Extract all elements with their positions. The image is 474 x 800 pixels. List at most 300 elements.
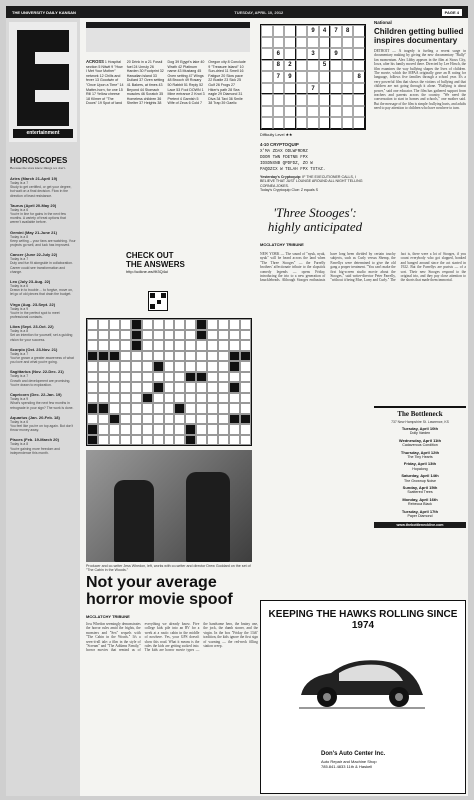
crossword-cell[interactable] bbox=[120, 361, 131, 372]
crossword-banner bbox=[86, 22, 250, 52]
sudoku-cell[interactable] bbox=[284, 117, 296, 129]
crossword-cell[interactable] bbox=[229, 372, 240, 383]
sudoku-cell[interactable] bbox=[261, 48, 273, 60]
crossword-cell[interactable] bbox=[98, 340, 109, 351]
crossword-cell[interactable] bbox=[164, 351, 175, 362]
crossword-cell[interactable] bbox=[109, 424, 120, 435]
sudoku-cell[interactable] bbox=[319, 106, 331, 118]
crossword-cell[interactable] bbox=[174, 351, 185, 362]
crossword-cell[interactable] bbox=[207, 361, 218, 372]
crossword-cell[interactable] bbox=[98, 330, 109, 341]
crossword-cell[interactable] bbox=[164, 435, 175, 446]
crossword-cell[interactable] bbox=[185, 403, 196, 414]
crossword-cell[interactable] bbox=[109, 330, 120, 341]
sudoku-cell[interactable] bbox=[353, 83, 365, 95]
crossword-cell[interactable] bbox=[98, 319, 109, 330]
crossword-cell[interactable] bbox=[87, 393, 98, 404]
crossword-cell[interactable] bbox=[131, 393, 142, 404]
car-icon bbox=[291, 651, 431, 715]
sudoku-cell[interactable]: 7 bbox=[273, 71, 285, 83]
crossword-cell[interactable] bbox=[174, 361, 185, 372]
sign-name: Libra (Sept. 23-Oct. 22) bbox=[10, 324, 54, 330]
crossword-cell[interactable] bbox=[196, 424, 207, 435]
event-act: The Tiny Hearts bbox=[407, 455, 433, 460]
crossword-cell[interactable] bbox=[207, 403, 218, 414]
crossword-cell[interactable] bbox=[87, 319, 98, 330]
crossword-cell[interactable] bbox=[120, 435, 131, 446]
sudoku-cell[interactable] bbox=[307, 106, 319, 118]
crossword-cell[interactable] bbox=[185, 340, 196, 351]
crossword-cell[interactable] bbox=[196, 330, 207, 341]
crossword-cell[interactable] bbox=[164, 424, 175, 435]
crossword-cell[interactable] bbox=[218, 330, 229, 341]
crossword-cell[interactable] bbox=[196, 414, 207, 425]
sudoku-cell[interactable] bbox=[307, 71, 319, 83]
crossword-cell[interactable] bbox=[131, 435, 142, 446]
crossword-cell[interactable] bbox=[196, 351, 207, 362]
crossword-cell[interactable] bbox=[229, 393, 240, 404]
crossword-cell[interactable] bbox=[240, 361, 251, 372]
crossword-cell[interactable] bbox=[131, 424, 142, 435]
sudoku-cell[interactable] bbox=[284, 37, 296, 49]
crossword-cell[interactable] bbox=[120, 393, 131, 404]
sudoku-cell[interactable]: 7 bbox=[330, 25, 342, 37]
crossword-cell[interactable] bbox=[218, 319, 229, 330]
event-act: Scattered Trees bbox=[407, 490, 433, 495]
crossword-cell[interactable] bbox=[174, 403, 185, 414]
crossword-cell[interactable] bbox=[240, 340, 251, 351]
sudoku-cell[interactable] bbox=[353, 25, 365, 37]
crossword-cell[interactable] bbox=[207, 330, 218, 341]
horoscopes-title: HOROSCOPES bbox=[10, 156, 68, 165]
crossword-cell[interactable] bbox=[142, 351, 153, 362]
sudoku-cell[interactable]: 3 bbox=[307, 48, 319, 60]
sudoku-cell[interactable] bbox=[284, 25, 296, 37]
crossword-cell[interactable] bbox=[218, 340, 229, 351]
sign-rating: Today is a 7 bbox=[10, 257, 29, 262]
crossword-cell[interactable] bbox=[87, 414, 98, 425]
horoscope-list bbox=[10, 176, 76, 460]
crossword-cell[interactable] bbox=[142, 435, 153, 446]
crossword-cell[interactable] bbox=[87, 403, 98, 414]
crossword-cell[interactable] bbox=[207, 435, 218, 446]
sudoku-cell[interactable] bbox=[261, 106, 273, 118]
crossword-cell[interactable] bbox=[131, 382, 142, 393]
crossword-cell[interactable] bbox=[229, 340, 240, 351]
sign-name: Taurus (April 20-May 20) bbox=[10, 202, 57, 208]
crossword-cell[interactable] bbox=[153, 424, 164, 435]
crossword-cell[interactable] bbox=[142, 372, 153, 383]
crossword-cell[interactable] bbox=[153, 351, 164, 362]
crossword-cell[interactable] bbox=[196, 393, 207, 404]
crossword-grid[interactable] bbox=[86, 318, 252, 446]
event-item bbox=[374, 510, 466, 519]
sudoku-cell[interactable] bbox=[330, 117, 342, 129]
crossword-cell[interactable] bbox=[174, 414, 185, 425]
sudoku-cell[interactable] bbox=[261, 83, 273, 95]
cryptoquip-line: IDSDNXNB QPDFDZ, ZO W bbox=[260, 162, 313, 166]
crossword-cell[interactable] bbox=[87, 330, 98, 341]
page-header bbox=[6, 6, 468, 18]
crossword-cell[interactable] bbox=[229, 435, 240, 446]
crossword-cell[interactable] bbox=[131, 340, 142, 351]
crossword-cell[interactable] bbox=[207, 372, 218, 383]
crossword-cell[interactable] bbox=[87, 361, 98, 372]
crossword-cell[interactable] bbox=[240, 403, 251, 414]
promo-url[interactable]: http://udkne.ws/9t3Q4ui bbox=[126, 269, 169, 274]
crossword-cell[interactable] bbox=[87, 435, 98, 446]
crossword-cell[interactable] bbox=[98, 361, 109, 372]
sign-rating: Today is a 7 bbox=[10, 351, 29, 356]
crossword-cell[interactable] bbox=[109, 403, 120, 414]
crossword-cell[interactable] bbox=[240, 393, 251, 404]
crossword-cell[interactable] bbox=[196, 435, 207, 446]
crossword-cell[interactable] bbox=[174, 319, 185, 330]
crossword-cell[interactable] bbox=[229, 319, 240, 330]
sudoku-cell[interactable] bbox=[261, 117, 273, 129]
sudoku-cell[interactable] bbox=[342, 83, 354, 95]
sudoku-cell[interactable] bbox=[353, 117, 365, 129]
crossword-cell[interactable] bbox=[98, 414, 109, 425]
crossword-cell[interactable] bbox=[207, 340, 218, 351]
sign-text: You're gaining more freedom and independence this month. bbox=[10, 446, 60, 455]
crossword-cell[interactable] bbox=[109, 435, 120, 446]
crossword-cell[interactable] bbox=[218, 372, 229, 383]
crossword-cell[interactable] bbox=[109, 393, 120, 404]
crossword-cell[interactable] bbox=[218, 382, 229, 393]
bottleneck-title: The Bottleneck bbox=[397, 410, 443, 418]
crossword-cell[interactable] bbox=[120, 414, 131, 425]
crossword-cell[interactable] bbox=[164, 319, 175, 330]
sign-text: You've grown a greater awareness of what you love and what you're going. bbox=[10, 356, 74, 365]
crossword-cell[interactable] bbox=[174, 330, 185, 341]
crossword-cell[interactable] bbox=[153, 330, 164, 341]
event-act: Rebecca Black bbox=[408, 502, 432, 507]
crossword-cell[interactable] bbox=[164, 340, 175, 351]
crossword-cell[interactable] bbox=[240, 319, 251, 330]
event-item bbox=[374, 498, 466, 507]
crossword-cell[interactable] bbox=[153, 382, 164, 393]
crossword-cell[interactable] bbox=[120, 382, 131, 393]
crossword-cell[interactable] bbox=[240, 351, 251, 362]
sudoku-cell[interactable] bbox=[284, 94, 296, 106]
sign-rating: Today is a 7 bbox=[10, 181, 29, 185]
sudoku-cell[interactable] bbox=[261, 25, 273, 37]
crossword-cell[interactable] bbox=[185, 319, 196, 330]
crossword-cell[interactable] bbox=[229, 414, 240, 425]
crossword-cell[interactable] bbox=[174, 393, 185, 404]
crossword-cell[interactable] bbox=[153, 403, 164, 414]
qr-code-icon[interactable] bbox=[148, 291, 168, 311]
crossword-cell[interactable] bbox=[142, 361, 153, 372]
crossword-cell[interactable] bbox=[174, 424, 185, 435]
crossword-cell[interactable] bbox=[153, 372, 164, 383]
crossword-cell[interactable] bbox=[164, 372, 175, 383]
crossword-cell[interactable] bbox=[87, 340, 98, 351]
crossword-cell[interactable] bbox=[218, 435, 229, 446]
sudoku-cell[interactable]: 9 bbox=[330, 48, 342, 60]
sudoku-grid[interactable] bbox=[260, 24, 366, 130]
across-title: ACROSS bbox=[86, 59, 104, 64]
crossword-cell[interactable] bbox=[164, 403, 175, 414]
sudoku-cell[interactable] bbox=[296, 37, 308, 49]
sudoku-cell[interactable] bbox=[296, 117, 308, 129]
sudoku-cell[interactable] bbox=[330, 83, 342, 95]
bottleneck-url[interactable]: www.thebottlenecklive.com bbox=[374, 522, 466, 528]
sudoku-cell[interactable] bbox=[353, 94, 365, 106]
crossword-cell[interactable] bbox=[164, 382, 175, 393]
sudoku-cell[interactable] bbox=[342, 106, 354, 118]
crossword-cell[interactable] bbox=[142, 382, 153, 393]
sudoku-cell[interactable]: 4 bbox=[319, 25, 331, 37]
crossword-cell[interactable] bbox=[153, 319, 164, 330]
sudoku-cell[interactable] bbox=[284, 106, 296, 118]
crossword-cell[interactable] bbox=[109, 372, 120, 383]
crossword-cell[interactable] bbox=[174, 372, 185, 383]
crossword-cell[interactable] bbox=[164, 361, 175, 372]
crossword-cell[interactable] bbox=[120, 351, 131, 362]
crossword-cell[interactable] bbox=[164, 414, 175, 425]
crossword-cell[interactable] bbox=[185, 435, 196, 446]
crossword-cell[interactable] bbox=[185, 372, 196, 383]
crossword-cell[interactable] bbox=[109, 361, 120, 372]
crossword-cell[interactable] bbox=[142, 414, 153, 425]
crossword-cell[interactable] bbox=[87, 382, 98, 393]
crossword-cell[interactable] bbox=[98, 403, 109, 414]
sudoku-cell[interactable] bbox=[330, 37, 342, 49]
crossword-cell[interactable] bbox=[87, 424, 98, 435]
crossword-cell[interactable] bbox=[229, 330, 240, 341]
crossword-cell[interactable] bbox=[109, 414, 120, 425]
sudoku-cell[interactable] bbox=[261, 71, 273, 83]
horoscope-item bbox=[10, 279, 76, 297]
crossword-cell[interactable] bbox=[120, 330, 131, 341]
crossword-cell[interactable] bbox=[218, 361, 229, 372]
crossword-cell[interactable] bbox=[185, 424, 196, 435]
crossword-cell[interactable] bbox=[218, 393, 229, 404]
crossword-cell[interactable] bbox=[98, 351, 109, 362]
sudoku-cell[interactable]: 7 bbox=[307, 83, 319, 95]
crossword-cell[interactable] bbox=[218, 351, 229, 362]
crossword-cell[interactable] bbox=[174, 340, 185, 351]
sudoku-cell[interactable] bbox=[296, 71, 308, 83]
crossword-cell[interactable] bbox=[218, 414, 229, 425]
crossword-clues bbox=[86, 60, 246, 266]
crossword-cell[interactable] bbox=[98, 382, 109, 393]
crossword-cell[interactable] bbox=[207, 319, 218, 330]
crossword-cell[interactable] bbox=[131, 319, 142, 330]
crossword-cell[interactable] bbox=[240, 424, 251, 435]
sudoku-cell[interactable] bbox=[319, 83, 331, 95]
crossword-cell[interactable] bbox=[229, 351, 240, 362]
event-act: The Grownup Noise bbox=[404, 478, 436, 483]
crossword-cell[interactable] bbox=[185, 382, 196, 393]
crossword-cell[interactable] bbox=[120, 403, 131, 414]
crossword-cell[interactable] bbox=[142, 393, 153, 404]
sudoku-cell[interactable] bbox=[307, 94, 319, 106]
crossword-cell[interactable] bbox=[240, 382, 251, 393]
crossword-cell[interactable] bbox=[207, 351, 218, 362]
sudoku-cell[interactable]: 8 bbox=[342, 25, 354, 37]
sudoku-cell[interactable]: 9 bbox=[284, 71, 296, 83]
sudoku-cell[interactable] bbox=[261, 94, 273, 106]
sudoku-cell[interactable]: 8 bbox=[353, 71, 365, 83]
crossword-cell[interactable] bbox=[109, 319, 120, 330]
crossword-cell[interactable] bbox=[120, 340, 131, 351]
horoscopes-intro: Because the stars know things we don't. bbox=[10, 166, 66, 170]
crossword-cell[interactable] bbox=[185, 393, 196, 404]
sudoku-cell[interactable] bbox=[319, 94, 331, 106]
crossword-cell[interactable] bbox=[142, 330, 153, 341]
promo-line1: CHECK OUT bbox=[126, 251, 174, 260]
crossword-cell[interactable] bbox=[109, 340, 120, 351]
crossword-cell[interactable] bbox=[153, 340, 164, 351]
sudoku-cell[interactable] bbox=[273, 106, 285, 118]
crossword-cell[interactable] bbox=[131, 351, 142, 362]
crossword-cell[interactable] bbox=[196, 382, 207, 393]
crossword-cell[interactable] bbox=[240, 330, 251, 341]
sudoku-cell[interactable] bbox=[307, 37, 319, 49]
crossword-cell[interactable] bbox=[131, 361, 142, 372]
sudoku-cell[interactable] bbox=[342, 48, 354, 60]
crossword-cell[interactable] bbox=[153, 435, 164, 446]
crossword-cell[interactable] bbox=[131, 330, 142, 341]
ad-shop-contact: 785.841.4833 11th & Haskell bbox=[321, 764, 373, 769]
crossword-cell[interactable] bbox=[120, 372, 131, 383]
crossword-cell[interactable] bbox=[207, 382, 218, 393]
crossword-cell[interactable] bbox=[196, 372, 207, 383]
cryptoquip-answer: IF THE EXECUTIONER CALLS, I BELIEVE THAT JUST LOUNGE AROUND ALL NIGHT TELLING CORNEA JOKES. bbox=[260, 175, 363, 188]
crossword-cell[interactable] bbox=[153, 361, 164, 372]
sudoku-cell[interactable] bbox=[273, 83, 285, 95]
crossword-cell[interactable] bbox=[229, 382, 240, 393]
crossword-cell[interactable] bbox=[196, 340, 207, 351]
crossword-cell[interactable] bbox=[120, 319, 131, 330]
crossword-cell[interactable] bbox=[87, 372, 98, 383]
sudoku-cell[interactable] bbox=[330, 94, 342, 106]
crossword-cell[interactable] bbox=[196, 403, 207, 414]
sudoku-cell[interactable] bbox=[296, 25, 308, 37]
sign-name: Aquarius (Jan. 20-Feb. 18) bbox=[10, 414, 60, 420]
sudoku-cell[interactable] bbox=[353, 60, 365, 72]
sudoku-cell[interactable] bbox=[342, 60, 354, 72]
sudoku-cell[interactable] bbox=[319, 48, 331, 60]
crossword-cell[interactable] bbox=[142, 403, 153, 414]
sudoku-cell[interactable] bbox=[353, 106, 365, 118]
sudoku-cell[interactable]: 2 bbox=[284, 60, 296, 72]
sudoku-cell[interactable] bbox=[319, 117, 331, 129]
crossword-cell[interactable] bbox=[229, 361, 240, 372]
sudoku-cell[interactable] bbox=[342, 71, 354, 83]
crossword-cell[interactable] bbox=[240, 435, 251, 446]
sudoku-cell[interactable]: 8 bbox=[273, 60, 285, 72]
sudoku-cell[interactable] bbox=[353, 37, 365, 49]
sudoku-cell[interactable] bbox=[273, 37, 285, 49]
crossword-cell[interactable] bbox=[174, 382, 185, 393]
crossword-cell[interactable] bbox=[109, 382, 120, 393]
crossword-cell[interactable] bbox=[164, 330, 175, 341]
crossword-cell[interactable] bbox=[207, 414, 218, 425]
cryptoquip-title: CRYPTOQUIP bbox=[270, 142, 299, 147]
crossword-cell[interactable] bbox=[229, 424, 240, 435]
crossword-cell[interactable] bbox=[218, 424, 229, 435]
sudoku-cell[interactable] bbox=[330, 106, 342, 118]
crossword-cell[interactable] bbox=[185, 414, 196, 425]
sign-text: Set an intention for yourself, set a guiding vision for your success. bbox=[10, 333, 73, 342]
crossword-cell[interactable] bbox=[207, 393, 218, 404]
crossword-cell[interactable] bbox=[185, 330, 196, 341]
sudoku-cell[interactable]: 5 bbox=[319, 60, 331, 72]
sudoku-cell[interactable] bbox=[342, 94, 354, 106]
crossword-cell[interactable] bbox=[164, 393, 175, 404]
crossword-cell[interactable] bbox=[174, 435, 185, 446]
sudoku-cell[interactable] bbox=[273, 117, 285, 129]
crossword-cell[interactable] bbox=[229, 403, 240, 414]
sudoku-cell[interactable] bbox=[353, 48, 365, 60]
sudoku-cell[interactable] bbox=[319, 71, 331, 83]
sudoku-cell[interactable] bbox=[330, 60, 342, 72]
crossword-cell[interactable] bbox=[185, 351, 196, 362]
sudoku-cell[interactable] bbox=[261, 60, 273, 72]
crossword-cell[interactable] bbox=[87, 351, 98, 362]
sudoku-cell[interactable] bbox=[261, 37, 273, 49]
crossword-cell[interactable] bbox=[98, 435, 109, 446]
crossword-cell[interactable] bbox=[207, 424, 218, 435]
crossword-cell[interactable] bbox=[142, 424, 153, 435]
sudoku-cell[interactable] bbox=[284, 83, 296, 95]
sudoku-cell[interactable] bbox=[296, 94, 308, 106]
crossword-cell[interactable] bbox=[98, 424, 109, 435]
crossword-cell[interactable] bbox=[131, 372, 142, 383]
event-date: Tuesday, April 17th bbox=[401, 508, 439, 514]
crossword-cell[interactable] bbox=[240, 372, 251, 383]
sudoku-cell[interactable] bbox=[296, 83, 308, 95]
sudoku-cell[interactable] bbox=[273, 94, 285, 106]
sudoku-cell[interactable] bbox=[319, 37, 331, 49]
sudoku-cell[interactable] bbox=[296, 48, 308, 60]
section-label: entertainment bbox=[13, 129, 73, 138]
crossword-cell[interactable] bbox=[131, 414, 142, 425]
sudoku-cell[interactable] bbox=[296, 106, 308, 118]
crossword-cell[interactable] bbox=[196, 361, 207, 372]
crossword-cell[interactable] bbox=[142, 319, 153, 330]
sudoku-cell[interactable] bbox=[273, 25, 285, 37]
sudoku-cell[interactable] bbox=[330, 71, 342, 83]
crossword-cell[interactable] bbox=[98, 372, 109, 383]
crossword-cell[interactable] bbox=[218, 403, 229, 414]
sudoku-cell[interactable] bbox=[342, 37, 354, 49]
crossword-cell[interactable] bbox=[120, 424, 131, 435]
crossword-cell[interactable] bbox=[153, 393, 164, 404]
crossword-cell[interactable] bbox=[240, 414, 251, 425]
horoscope-item bbox=[10, 392, 76, 410]
sudoku-cell[interactable] bbox=[342, 117, 354, 129]
crossword-cell[interactable] bbox=[131, 403, 142, 414]
crossword-cell[interactable] bbox=[196, 319, 207, 330]
crossword-cell[interactable] bbox=[109, 351, 120, 362]
crossword-cell[interactable] bbox=[153, 414, 164, 425]
sudoku-cell[interactable] bbox=[284, 48, 296, 60]
sudoku-cell[interactable] bbox=[307, 60, 319, 72]
crossword-cell[interactable] bbox=[142, 340, 153, 351]
crossword-cell[interactable] bbox=[185, 361, 196, 372]
sign-rating: Today is a 8 bbox=[10, 442, 29, 447]
sudoku-cell[interactable] bbox=[307, 117, 319, 129]
sudoku-cell[interactable] bbox=[296, 60, 308, 72]
sudoku-cell[interactable]: 6 bbox=[273, 48, 285, 60]
crossword-cell[interactable] bbox=[98, 393, 109, 404]
sudoku-cell[interactable]: 9 bbox=[307, 25, 319, 37]
